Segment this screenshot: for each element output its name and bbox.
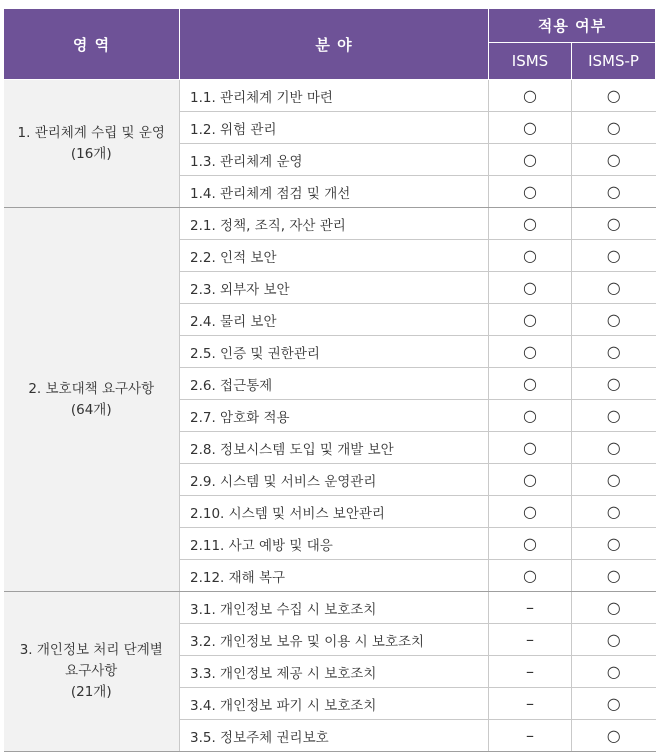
area-cell <box>4 208 180 592</box>
field-cell: 1.3. 관리체계 운영 <box>180 144 489 176</box>
area-column-header: 영 역 <box>4 9 180 80</box>
field-cell: 1.1. 관리체계 기반 마련 <box>180 80 489 112</box>
area-label-line: (21개) <box>70 684 112 700</box>
isms-applicability-cell: ○ <box>489 272 572 304</box>
field-cell: 2.5. 인증 및 권한관리 <box>180 336 489 368</box>
isms-applicability-cell: ○ <box>489 208 572 240</box>
field-cell: 2.7. 암호화 적용 <box>180 400 489 432</box>
field-cell: 3.2. 개인정보 보유 및 이용 시 보호조치 <box>180 624 489 656</box>
field-cell: 1.4. 관리체계 점검 및 개선 <box>180 176 489 208</box>
table-row <box>4 208 656 240</box>
ismsp-applicability-cell: ○ <box>572 304 656 336</box>
ismsp-applicability-cell: ○ <box>572 240 656 272</box>
area-label-line: 1. 관리체계 수립 및 운영 <box>17 124 165 141</box>
ismsp-applicability-cell: ○ <box>572 560 656 592</box>
field-cell: 3.5. 정보주체 권리보호 <box>180 720 489 752</box>
ismsp-applicability-cell: ○ <box>572 592 656 624</box>
field-cell: 3.3. 개인정보 제공 시 보호조치 <box>180 656 489 688</box>
certification-criteria-table <box>3 8 656 752</box>
isms-applicability-cell: ○ <box>489 80 572 112</box>
ismsp-applicability-cell: ○ <box>572 624 656 656</box>
table-header <box>4 9 656 80</box>
area-cell <box>4 592 180 752</box>
isms-applicability-cell: ○ <box>489 144 572 176</box>
field-cell: 2.11. 사고 예방 및 대응 <box>180 528 489 560</box>
field-cell: 2.2. 인적 보안 <box>180 240 489 272</box>
isms-applicability-cell: ○ <box>489 240 572 272</box>
area-label-line: 요구사항 <box>65 663 118 679</box>
ismsp-applicability-cell: ○ <box>572 720 656 752</box>
applicability-column-header: 적용 여부 <box>489 9 656 43</box>
field-column-header: 분 야 <box>180 9 489 80</box>
isms-applicability-cell: ○ <box>489 528 572 560</box>
area-label-line: 3. 개인정보 처리 단계별 <box>19 642 163 658</box>
ismsp-applicability-cell: ○ <box>572 368 656 400</box>
isms-applicability-cell: ○ <box>489 336 572 368</box>
ismsp-applicability-cell: ○ <box>572 464 656 496</box>
isms-applicability-cell: ○ <box>489 560 572 592</box>
isms-applicability-cell: ○ <box>489 432 572 464</box>
field-cell: 2.10. 시스템 및 서비스 보안관리 <box>180 496 489 528</box>
isms-applicability-cell: – <box>489 720 572 752</box>
field-cell: 2.6. 접근통제 <box>180 368 489 400</box>
area-label-line: (16개) <box>70 145 112 162</box>
ismsp-applicability-cell: ○ <box>572 112 656 144</box>
area-label-line: (64개) <box>70 401 112 418</box>
ismsp-applicability-cell: ○ <box>572 272 656 304</box>
ismsp-applicability-cell: ○ <box>572 688 656 720</box>
isms-applicability-cell: ○ <box>489 464 572 496</box>
isms-applicability-cell: – <box>489 688 572 720</box>
field-cell: 2.3. 외부자 보안 <box>180 272 489 304</box>
field-cell: 2.9. 시스템 및 서비스 운영관리 <box>180 464 489 496</box>
field-cell: 2.4. 물리 보안 <box>180 304 489 336</box>
table-body <box>4 80 656 752</box>
field-cell: 3.1. 개인정보 수집 시 보호조치 <box>180 592 489 624</box>
isms-applicability-cell: ○ <box>489 176 572 208</box>
ismsp-applicability-cell: ○ <box>572 528 656 560</box>
isms-applicability-cell: ○ <box>489 496 572 528</box>
field-cell: 3.4. 개인정보 파기 시 보호조치 <box>180 688 489 720</box>
isms-column-header: ISMS <box>489 43 572 80</box>
ismsp-applicability-cell: ○ <box>572 656 656 688</box>
isms-applicability-cell: ○ <box>489 400 572 432</box>
area-label-line: 2. 보호대책 요구사항 <box>28 380 155 397</box>
field-cell: 2.8. 정보시스템 도입 및 개발 보안 <box>180 432 489 464</box>
ismsp-applicability-cell: ○ <box>572 208 656 240</box>
table-row <box>4 592 656 624</box>
isms-applicability-cell: – <box>489 592 572 624</box>
ismsp-applicability-cell: ○ <box>572 496 656 528</box>
isms-applicability-cell: ○ <box>489 304 572 336</box>
ismsp-applicability-cell: ○ <box>572 80 656 112</box>
ismsp-applicability-cell: ○ <box>572 400 656 432</box>
area-cell <box>4 80 180 208</box>
ismsp-column-header: ISMS-P <box>572 43 656 80</box>
field-cell: 2.1. 정책, 조직, 자산 관리 <box>180 208 489 240</box>
isms-applicability-cell: ○ <box>489 112 572 144</box>
isms-applicability-cell: – <box>489 624 572 656</box>
isms-applicability-cell: – <box>489 656 572 688</box>
field-cell: 2.12. 재해 복구 <box>180 560 489 592</box>
table-row <box>4 80 656 112</box>
ismsp-applicability-cell: ○ <box>572 176 656 208</box>
field-cell: 1.2. 위험 관리 <box>180 112 489 144</box>
ismsp-applicability-cell: ○ <box>572 144 656 176</box>
ismsp-applicability-cell: ○ <box>572 336 656 368</box>
ismsp-applicability-cell: ○ <box>572 432 656 464</box>
isms-applicability-cell: ○ <box>489 368 572 400</box>
